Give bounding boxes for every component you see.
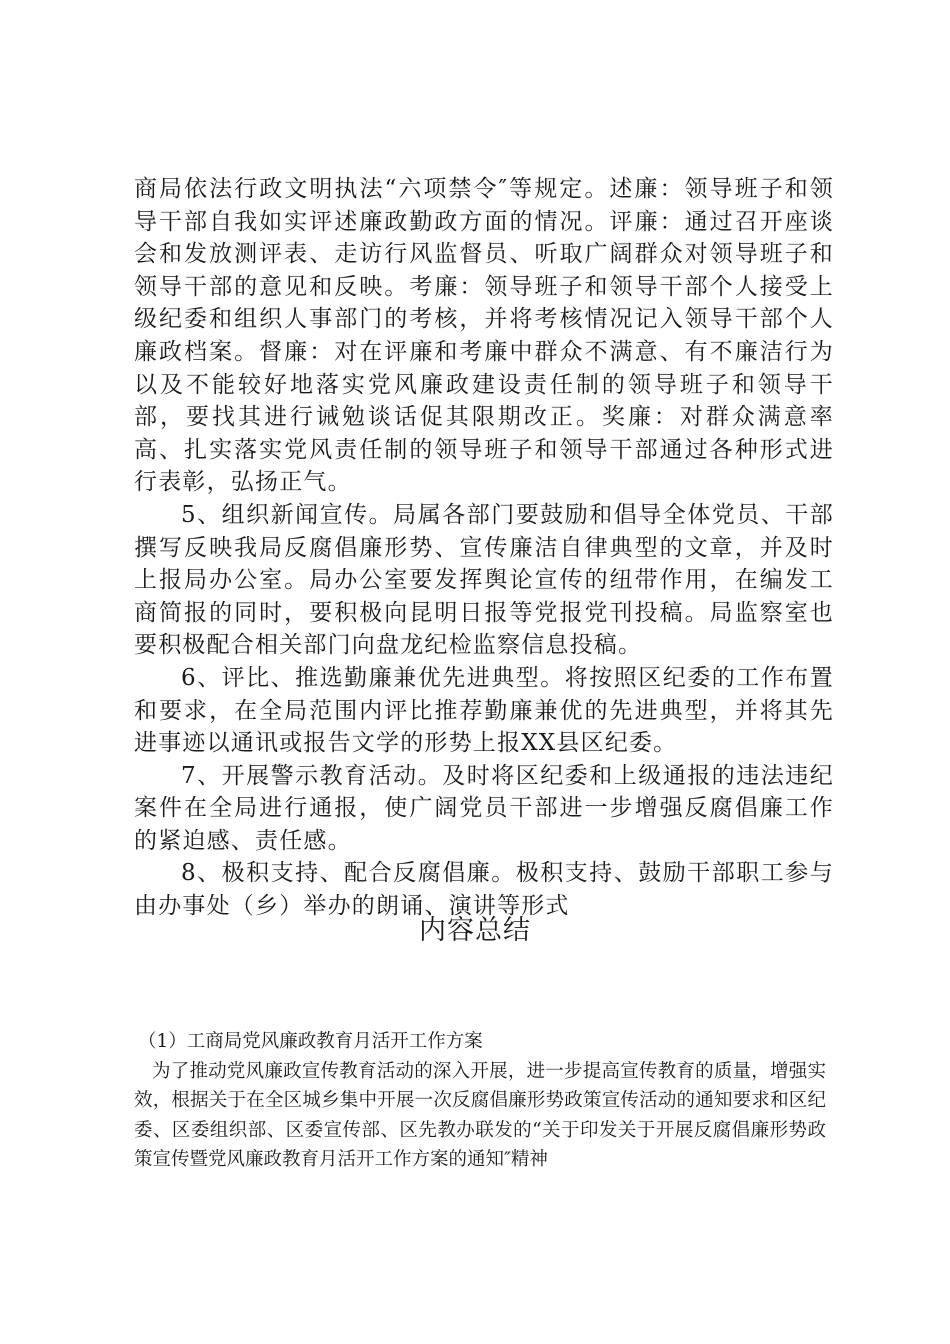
document-body [134, 173, 834, 923]
body-paragraph-item-7: 7、开展警示教育活动。及时将区纪委和上级通报的违法违纪案件在全局进行通报，使广阔党员干部进一步增强反腐倡廉工作的紧迫感、责任感。 [134, 762, 834, 854]
summary-section [134, 1027, 826, 1175]
body-paragraph-item-8: 8、极积支持、配合反腐倡廉。极积支持、鼓励干部职工参与由办事处（乡）举办的朗诵、演讲等形式 [134, 860, 834, 920]
body-paragraph: 商局依法行政文明执法“六项禁令″等规定。述廉：领导班子和领导干部自我如实评述廉政勤政方面的情况。评廉：通过召开座谈会和发放测评表、走访行风监督员、听取广阔群众对领导班子和领导干部的意见和反映。考廉：领导班子和领导干部个人接受上级纪委和组织人事部门的考核，并将考核情况记入领导干部个人廉政档案。督廉：对在评廉和考廉中群众不满意、有不廉洁行为以及不能较好地落实党风廉政建设责任制的领导班子和领导干部，要找其进行诫勉谈话促其限期改正。奖廉：对群众满意率高、扎实落实党风责任制的领导班子和领导干部通过各种形式进行表彰，弘扬正气。 [134, 176, 834, 496]
body-paragraph-item-5: 5、组织新闻宣传。局属各部门要鼓励和倡导全体党员、干部撰写反映我局反腐倡廉形势、宣传廉洁自律典型的文章，并及时上报局办公室。局办公室要发挥舆论宣传的纽带作用，在编发工商简报的同时，要积极向昆明日报等党报党刊投稿。局监察室也要积极配合相关部门向盘龙纪检监察信息投稿。 [134, 501, 834, 659]
summary-heading: （1）工商局党风廉政教育月活开工作方案 [138, 1031, 483, 1052]
summary-paragraph: 为了推动党风廉政宣传教育活动的深入开展，进一步提高宣传教育的质量，增强实效，根据关于在全区城乡集中开展一次反腐倡廉形势政策宣传活动的通知要求和区纪委、区委组织部、区委宣传部、区先教办联发的“关于印发关于开展反腐倡廉形势政策宣传暨党风廉政教育月活开工作方案的通知″精神 [134, 1060, 826, 1170]
body-paragraph-item-6: 6、评比、推选勤廉兼优先进典型。将按照区纪委的工作布置和要求，在全局范围内评比推荐勤廉兼优的先进典型，并将其先进事迹以通讯或报告文学的形势上报XX县区纪委。 [134, 664, 834, 757]
summary-title: 内容总结 [419, 915, 531, 946]
